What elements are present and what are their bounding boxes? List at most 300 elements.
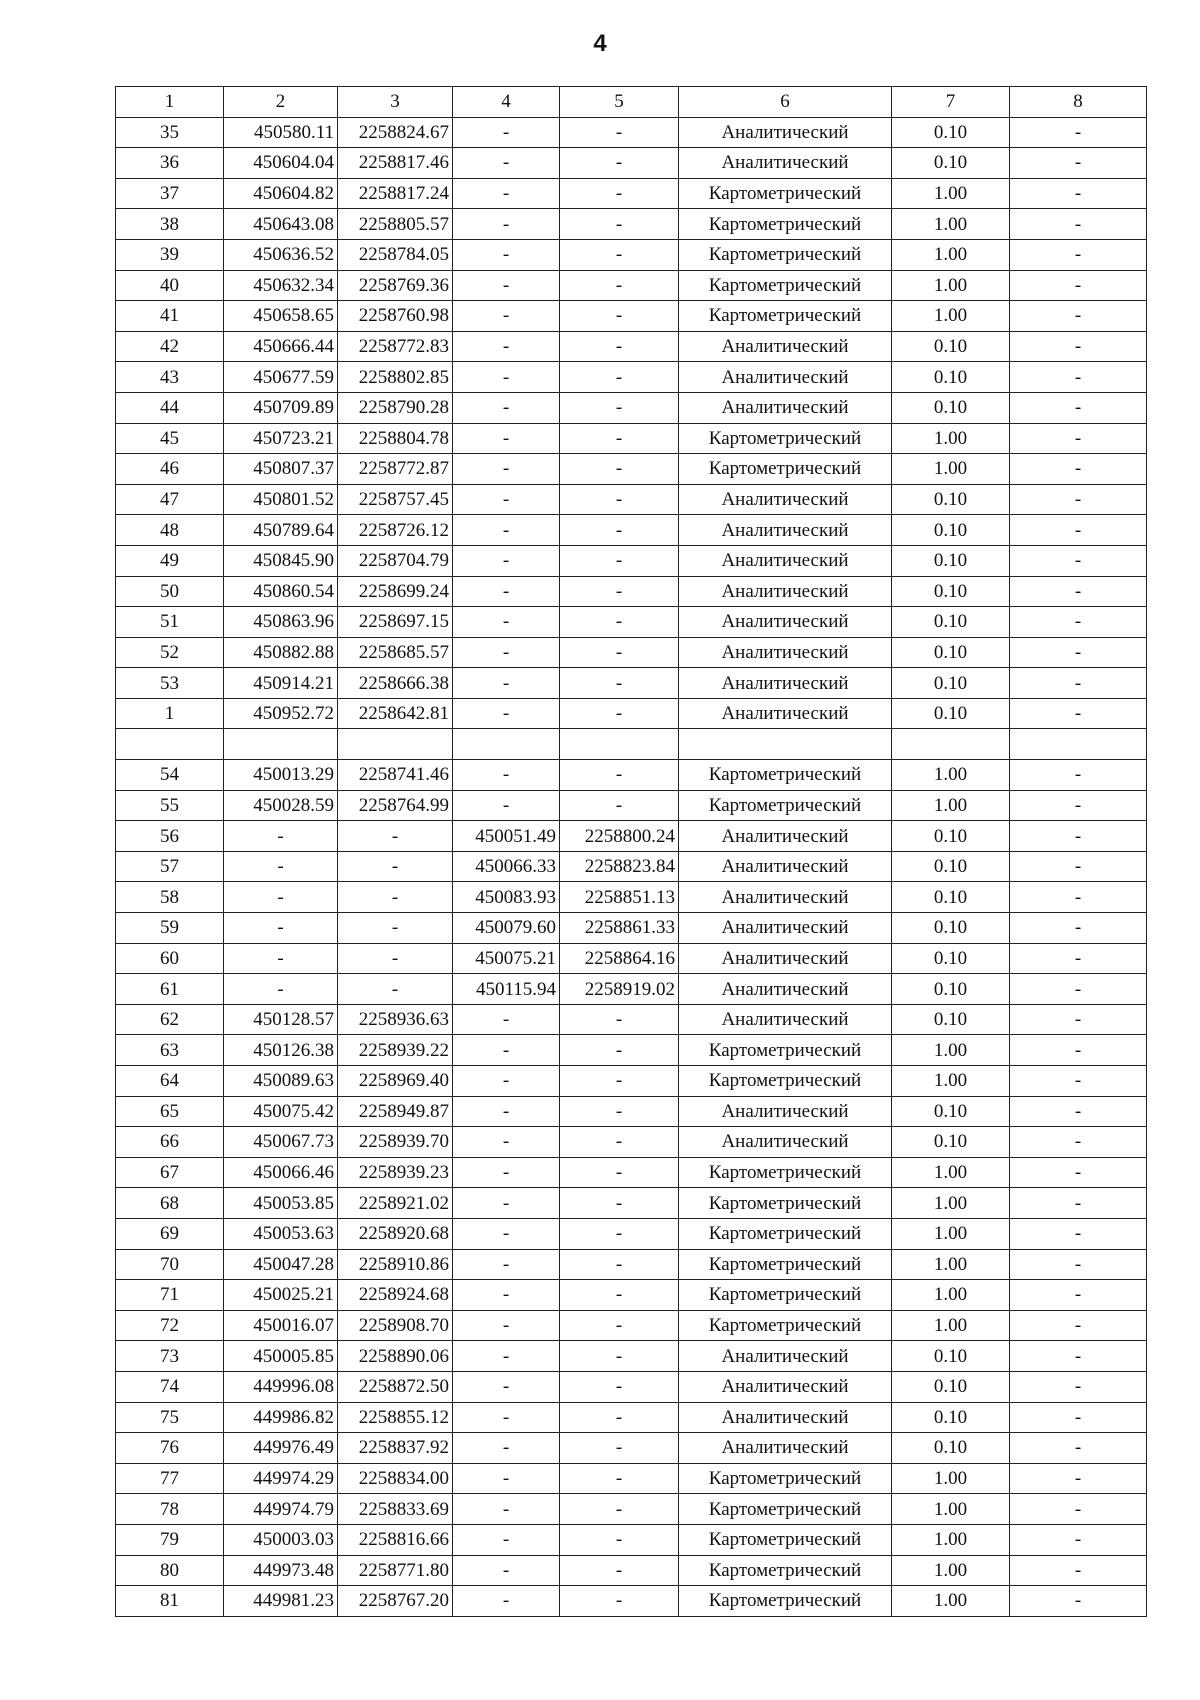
- y-coordinate-cell: 2258920.68: [338, 1218, 453, 1249]
- x-coordinate-cell: 450666.44: [224, 331, 338, 362]
- x-coordinate-alt-cell: 450083.93: [453, 882, 560, 913]
- y-coordinate-alt-cell: -: [560, 423, 679, 454]
- method-cell: Аналитический: [679, 484, 892, 515]
- column-header: 3: [338, 87, 453, 118]
- y-coordinate-alt-cell: -: [560, 1371, 679, 1402]
- x-coordinate-cell: -: [224, 943, 338, 974]
- x-coordinate-alt-cell: -: [453, 1494, 560, 1525]
- y-coordinate-alt-cell: -: [560, 1586, 679, 1617]
- x-coordinate-cell: 450128.57: [224, 1004, 338, 1035]
- accuracy-cell: 0.10: [892, 392, 1010, 423]
- point-number-cell: 56: [116, 821, 224, 852]
- accuracy-cell: 0.10: [892, 484, 1010, 515]
- y-coordinate-alt-cell: -: [560, 607, 679, 638]
- note-cell: -: [1010, 1341, 1147, 1372]
- y-coordinate-cell: 2258890.06: [338, 1341, 453, 1372]
- y-coordinate-cell: 2258805.57: [338, 209, 453, 240]
- table-row: [116, 607, 1147, 638]
- x-coordinate-cell: 450013.29: [224, 760, 338, 791]
- point-number-cell: 47: [116, 484, 224, 515]
- x-coordinate-alt-cell: -: [453, 1004, 560, 1035]
- point-number-cell: 62: [116, 1004, 224, 1035]
- y-coordinate-alt-cell: -: [560, 1402, 679, 1433]
- method-cell: Аналитический: [679, 362, 892, 393]
- x-coordinate-alt-cell: -: [453, 1586, 560, 1617]
- point-number-cell: 53: [116, 668, 224, 699]
- method-cell: Картометрический: [679, 1249, 892, 1280]
- x-coordinate-cell: 450075.42: [224, 1096, 338, 1127]
- accuracy-cell: 1.00: [892, 1188, 1010, 1219]
- y-coordinate-cell: 2258817.46: [338, 148, 453, 179]
- point-number-cell: 78: [116, 1494, 224, 1525]
- table-body: [116, 117, 1147, 1616]
- y-coordinate-alt-cell: -: [560, 1433, 679, 1464]
- point-number-cell: 48: [116, 515, 224, 546]
- accuracy-cell: 0.10: [892, 148, 1010, 179]
- x-coordinate-alt-cell: -: [453, 1066, 560, 1097]
- y-coordinate-alt-cell: -: [560, 1249, 679, 1280]
- y-coordinate-cell: 2258833.69: [338, 1494, 453, 1525]
- table-row: [116, 882, 1147, 913]
- table-row: [116, 1433, 1147, 1464]
- accuracy-cell: 1.00: [892, 1066, 1010, 1097]
- note-cell: -: [1010, 943, 1147, 974]
- x-coordinate-alt-cell: -: [453, 515, 560, 546]
- point-number-cell: 55: [116, 790, 224, 821]
- accuracy-cell: 1.00: [892, 760, 1010, 791]
- note-cell: -: [1010, 148, 1147, 179]
- table-row: [116, 1524, 1147, 1555]
- method-cell: Аналитический: [679, 882, 892, 913]
- x-coordinate-alt-cell: -: [453, 698, 560, 729]
- y-coordinate-alt-cell: -: [560, 1218, 679, 1249]
- point-number-cell: 75: [116, 1402, 224, 1433]
- y-coordinate-cell: -: [338, 882, 453, 913]
- method-cell: Картометрический: [679, 1035, 892, 1066]
- x-coordinate-cell: 450003.03: [224, 1524, 338, 1555]
- note-cell: -: [1010, 607, 1147, 638]
- method-cell: Аналитический: [679, 821, 892, 852]
- x-coordinate-alt-cell: -: [453, 484, 560, 515]
- x-coordinate-cell: 450914.21: [224, 668, 338, 699]
- note-cell: -: [1010, 1586, 1147, 1617]
- table-row: [116, 1249, 1147, 1280]
- note-cell: -: [1010, 1035, 1147, 1066]
- method-cell: Аналитический: [679, 1127, 892, 1158]
- note-cell: -: [1010, 1157, 1147, 1188]
- y-coordinate-cell: 2258760.98: [338, 301, 453, 332]
- y-coordinate-alt-cell: -: [560, 1280, 679, 1311]
- note-cell: -: [1010, 239, 1147, 270]
- method-cell: Картометрический: [679, 760, 892, 791]
- x-coordinate-cell: 450580.11: [224, 117, 338, 148]
- table-row: [116, 1188, 1147, 1219]
- y-coordinate-cell: 2258767.20: [338, 1586, 453, 1617]
- y-coordinate-cell: 2258726.12: [338, 515, 453, 546]
- note-cell: -: [1010, 1280, 1147, 1311]
- method-cell: Аналитический: [679, 576, 892, 607]
- point-number-cell: 66: [116, 1127, 224, 1158]
- x-coordinate-alt-cell: -: [453, 239, 560, 270]
- y-coordinate-cell: 2258685.57: [338, 637, 453, 668]
- note-cell: -: [1010, 1310, 1147, 1341]
- y-coordinate-alt-cell: -: [560, 1035, 679, 1066]
- point-number-cell: 37: [116, 178, 224, 209]
- point-number-cell: 73: [116, 1341, 224, 1372]
- x-coordinate-alt-cell: -: [453, 301, 560, 332]
- y-coordinate-alt-cell: -: [560, 362, 679, 393]
- x-coordinate-cell: 450845.90: [224, 545, 338, 576]
- x-coordinate-alt-cell: -: [453, 1218, 560, 1249]
- table-row: [116, 913, 1147, 944]
- table-row: [116, 1402, 1147, 1433]
- point-number-cell: 60: [116, 943, 224, 974]
- table-row: [116, 1586, 1147, 1617]
- point-number-cell: 79: [116, 1524, 224, 1555]
- x-coordinate-cell: -: [224, 821, 338, 852]
- y-coordinate-alt-cell: -: [560, 1341, 679, 1372]
- note-cell: -: [1010, 1249, 1147, 1280]
- note-cell: -: [1010, 515, 1147, 546]
- point-number-cell: 65: [116, 1096, 224, 1127]
- method-cell: Аналитический: [679, 1341, 892, 1372]
- table-row: [116, 209, 1147, 240]
- note-cell: -: [1010, 331, 1147, 362]
- x-coordinate-alt-cell: -: [453, 1096, 560, 1127]
- accuracy-cell: 0.10: [892, 913, 1010, 944]
- x-coordinate-cell: 450053.85: [224, 1188, 338, 1219]
- y-coordinate-cell: 2258872.50: [338, 1371, 453, 1402]
- x-coordinate-alt-cell: -: [453, 331, 560, 362]
- y-coordinate-cell: 2258939.23: [338, 1157, 453, 1188]
- method-cell: Аналитический: [679, 607, 892, 638]
- table-row: [116, 637, 1147, 668]
- y-coordinate-alt-cell: -: [560, 698, 679, 729]
- table-row: [116, 1463, 1147, 1494]
- method-cell: Аналитический: [679, 1433, 892, 1464]
- x-coordinate-alt-cell: -: [453, 637, 560, 668]
- x-coordinate-cell: 450604.82: [224, 178, 338, 209]
- method-cell: Аналитический: [679, 1096, 892, 1127]
- accuracy-cell: 0.10: [892, 607, 1010, 638]
- point-number-cell: 52: [116, 637, 224, 668]
- table-row: [116, 1035, 1147, 1066]
- note-cell: -: [1010, 821, 1147, 852]
- point-number-cell: 70: [116, 1249, 224, 1280]
- note-cell: [1010, 729, 1147, 760]
- note-cell: -: [1010, 576, 1147, 607]
- accuracy-cell: 0.10: [892, 1096, 1010, 1127]
- column-header: 8: [1010, 87, 1147, 118]
- accuracy-cell: 0.10: [892, 943, 1010, 974]
- point-number-cell: 49: [116, 545, 224, 576]
- table-row: [116, 1157, 1147, 1188]
- x-coordinate-cell: 449974.29: [224, 1463, 338, 1494]
- table-row: [116, 178, 1147, 209]
- method-cell: Картометрический: [679, 454, 892, 485]
- table-row: [116, 1341, 1147, 1372]
- x-coordinate-alt-cell: -: [453, 1310, 560, 1341]
- accuracy-cell: 1.00: [892, 239, 1010, 270]
- accuracy-cell: 1.00: [892, 1310, 1010, 1341]
- x-coordinate-alt-cell: -: [453, 117, 560, 148]
- method-cell: Аналитический: [679, 515, 892, 546]
- point-number-cell: 1: [116, 698, 224, 729]
- point-number-cell: 46: [116, 454, 224, 485]
- y-coordinate-alt-cell: -: [560, 1127, 679, 1158]
- method-cell: Картометрический: [679, 301, 892, 332]
- accuracy-cell: 1.00: [892, 1218, 1010, 1249]
- note-cell: -: [1010, 1066, 1147, 1097]
- note-cell: -: [1010, 1218, 1147, 1249]
- accuracy-cell: 1.00: [892, 1494, 1010, 1525]
- table-row: [116, 362, 1147, 393]
- x-coordinate-alt-cell: 450115.94: [453, 974, 560, 1005]
- x-coordinate-alt-cell: -: [453, 1341, 560, 1372]
- note-cell: -: [1010, 1555, 1147, 1586]
- x-coordinate-alt-cell: -: [453, 392, 560, 423]
- y-coordinate-cell: 2258772.87: [338, 454, 453, 485]
- x-coordinate-cell: 450025.21: [224, 1280, 338, 1311]
- y-coordinate-alt-cell: -: [560, 270, 679, 301]
- y-coordinate-cell: 2258824.67: [338, 117, 453, 148]
- x-coordinate-cell: 450016.07: [224, 1310, 338, 1341]
- x-coordinate-alt-cell: -: [453, 790, 560, 821]
- table-row: [116, 576, 1147, 607]
- y-coordinate-alt-cell: -: [560, 637, 679, 668]
- method-cell: Картометрический: [679, 1494, 892, 1525]
- accuracy-cell: 1.00: [892, 423, 1010, 454]
- y-coordinate-cell: 2258936.63: [338, 1004, 453, 1035]
- accuracy-cell: 0.10: [892, 974, 1010, 1005]
- x-coordinate-cell: 450882.88: [224, 637, 338, 668]
- y-coordinate-cell: 2258784.05: [338, 239, 453, 270]
- x-coordinate-cell: 450089.63: [224, 1066, 338, 1097]
- method-cell: Аналитический: [679, 974, 892, 1005]
- table-row: [116, 1004, 1147, 1035]
- note-cell: -: [1010, 668, 1147, 699]
- table-row: [116, 515, 1147, 546]
- y-coordinate-cell: -: [338, 943, 453, 974]
- method-cell: Картометрический: [679, 270, 892, 301]
- note-cell: -: [1010, 913, 1147, 944]
- y-coordinate-alt-cell: 2258800.24: [560, 821, 679, 852]
- point-number-cell: 58: [116, 882, 224, 913]
- note-cell: -: [1010, 178, 1147, 209]
- accuracy-cell: 1.00: [892, 1524, 1010, 1555]
- note-cell: -: [1010, 882, 1147, 913]
- note-cell: -: [1010, 1188, 1147, 1219]
- point-number-cell: 45: [116, 423, 224, 454]
- note-cell: -: [1010, 1371, 1147, 1402]
- point-number-cell: 63: [116, 1035, 224, 1066]
- point-number-cell: 36: [116, 148, 224, 179]
- method-cell: Картометрический: [679, 1157, 892, 1188]
- x-coordinate-cell: 450863.96: [224, 607, 338, 638]
- accuracy-cell: 0.10: [892, 1371, 1010, 1402]
- y-coordinate-alt-cell: -: [560, 1463, 679, 1494]
- table-row: [116, 423, 1147, 454]
- note-cell: -: [1010, 698, 1147, 729]
- accuracy-cell: 1.00: [892, 1035, 1010, 1066]
- point-number-cell: 50: [116, 576, 224, 607]
- x-coordinate-alt-cell: -: [453, 607, 560, 638]
- y-coordinate-cell: 2258699.24: [338, 576, 453, 607]
- point-number-cell: 67: [116, 1157, 224, 1188]
- accuracy-cell: 1.00: [892, 1249, 1010, 1280]
- x-coordinate-alt-cell: -: [453, 1157, 560, 1188]
- accuracy-cell: 1.00: [892, 1157, 1010, 1188]
- x-coordinate-cell: [224, 729, 338, 760]
- point-number-cell: 81: [116, 1586, 224, 1617]
- column-header: 1: [116, 87, 224, 118]
- x-coordinate-cell: 450632.34: [224, 270, 338, 301]
- table-row: [116, 301, 1147, 332]
- method-cell: Аналитический: [679, 851, 892, 882]
- x-coordinate-alt-cell: -: [453, 148, 560, 179]
- note-cell: -: [1010, 392, 1147, 423]
- y-coordinate-cell: 2258772.83: [338, 331, 453, 362]
- y-coordinate-alt-cell: -: [560, 209, 679, 240]
- method-cell: Аналитический: [679, 392, 892, 423]
- table-row: [116, 668, 1147, 699]
- y-coordinate-alt-cell: -: [560, 454, 679, 485]
- y-coordinate-alt-cell: -: [560, 1188, 679, 1219]
- y-coordinate-cell: 2258804.78: [338, 423, 453, 454]
- method-cell: Аналитический: [679, 637, 892, 668]
- point-number-cell: 71: [116, 1280, 224, 1311]
- x-coordinate-alt-cell: -: [453, 1127, 560, 1158]
- page-number: 4: [593, 30, 607, 57]
- table-row: [116, 117, 1147, 148]
- column-header: 2: [224, 87, 338, 118]
- note-cell: -: [1010, 209, 1147, 240]
- note-cell: -: [1010, 423, 1147, 454]
- y-coordinate-alt-cell: 2258861.33: [560, 913, 679, 944]
- y-coordinate-alt-cell: -: [560, 1157, 679, 1188]
- table-row: [116, 545, 1147, 576]
- x-coordinate-cell: 449974.79: [224, 1494, 338, 1525]
- accuracy-cell: 1.00: [892, 178, 1010, 209]
- y-coordinate-cell: -: [338, 913, 453, 944]
- y-coordinate-cell: 2258816.66: [338, 1524, 453, 1555]
- x-coordinate-alt-cell: -: [453, 1371, 560, 1402]
- accuracy-cell: 1.00: [892, 454, 1010, 485]
- accuracy-cell: 0.10: [892, 1402, 1010, 1433]
- accuracy-cell: 0.10: [892, 1341, 1010, 1372]
- method-cell: Аналитический: [679, 698, 892, 729]
- x-coordinate-alt-cell: 450051.49: [453, 821, 560, 852]
- table-row: [116, 851, 1147, 882]
- x-coordinate-cell: 450005.85: [224, 1341, 338, 1372]
- point-number-cell: 59: [116, 913, 224, 944]
- method-cell: Аналитический: [679, 943, 892, 974]
- x-coordinate-alt-cell: -: [453, 1463, 560, 1494]
- method-cell: Картометрический: [679, 1586, 892, 1617]
- x-coordinate-cell: 450952.72: [224, 698, 338, 729]
- y-coordinate-alt-cell: -: [560, 178, 679, 209]
- point-number-cell: 38: [116, 209, 224, 240]
- y-coordinate-cell: -: [338, 821, 453, 852]
- x-coordinate-cell: 450053.63: [224, 1218, 338, 1249]
- table-row: [116, 1555, 1147, 1586]
- y-coordinate-cell: [338, 729, 453, 760]
- y-coordinate-cell: 2258757.45: [338, 484, 453, 515]
- x-coordinate-cell: -: [224, 851, 338, 882]
- accuracy-cell: 0.10: [892, 515, 1010, 546]
- x-coordinate-alt-cell: -: [453, 178, 560, 209]
- y-coordinate-cell: 2258764.99: [338, 790, 453, 821]
- y-coordinate-cell: -: [338, 851, 453, 882]
- y-coordinate-alt-cell: -: [560, 1066, 679, 1097]
- column-header: 5: [560, 87, 679, 118]
- x-coordinate-cell: 450807.37: [224, 454, 338, 485]
- y-coordinate-alt-cell: -: [560, 790, 679, 821]
- point-number-cell: 54: [116, 760, 224, 791]
- table-row: [116, 790, 1147, 821]
- table-row: [116, 1066, 1147, 1097]
- note-cell: -: [1010, 851, 1147, 882]
- accuracy-cell: 0.10: [892, 851, 1010, 882]
- x-coordinate-cell: 450047.28: [224, 1249, 338, 1280]
- point-number-cell: 57: [116, 851, 224, 882]
- method-cell: Картометрический: [679, 1218, 892, 1249]
- accuracy-cell: 0.10: [892, 362, 1010, 393]
- note-cell: -: [1010, 1402, 1147, 1433]
- y-coordinate-cell: 2258697.15: [338, 607, 453, 638]
- table-row: [116, 729, 1147, 760]
- x-coordinate-cell: 450028.59: [224, 790, 338, 821]
- y-coordinate-cell: 2258908.70: [338, 1310, 453, 1341]
- x-coordinate-alt-cell: -: [453, 362, 560, 393]
- point-number-cell: 42: [116, 331, 224, 362]
- accuracy-cell: 0.10: [892, 637, 1010, 668]
- table-row: [116, 1127, 1147, 1158]
- x-coordinate-alt-cell: -: [453, 1402, 560, 1433]
- table-row: [116, 1280, 1147, 1311]
- x-coordinate-alt-cell: -: [453, 1035, 560, 1066]
- note-cell: -: [1010, 362, 1147, 393]
- table-row: [116, 760, 1147, 791]
- y-coordinate-alt-cell: 2258851.13: [560, 882, 679, 913]
- note-cell: -: [1010, 545, 1147, 576]
- y-coordinate-cell: 2258769.36: [338, 270, 453, 301]
- note-cell: -: [1010, 760, 1147, 791]
- y-coordinate-cell: 2258921.02: [338, 1188, 453, 1219]
- x-coordinate-alt-cell: -: [453, 209, 560, 240]
- x-coordinate-alt-cell: -: [453, 1249, 560, 1280]
- note-cell: -: [1010, 1433, 1147, 1464]
- point-number-cell: 41: [116, 301, 224, 332]
- y-coordinate-alt-cell: 2258864.16: [560, 943, 679, 974]
- y-coordinate-alt-cell: [560, 729, 679, 760]
- point-number-cell: 74: [116, 1371, 224, 1402]
- y-coordinate-alt-cell: -: [560, 484, 679, 515]
- x-coordinate-alt-cell: -: [453, 454, 560, 485]
- column-header: 4: [453, 87, 560, 118]
- method-cell: Аналитический: [679, 148, 892, 179]
- y-coordinate-cell: 2258910.86: [338, 1249, 453, 1280]
- x-coordinate-cell: 449973.48: [224, 1555, 338, 1586]
- method-cell: Картометрический: [679, 423, 892, 454]
- y-coordinate-cell: 2258939.22: [338, 1035, 453, 1066]
- point-number-cell: 39: [116, 239, 224, 270]
- x-coordinate-alt-cell: 450075.21: [453, 943, 560, 974]
- note-cell: -: [1010, 1004, 1147, 1035]
- accuracy-cell: 0.10: [892, 668, 1010, 699]
- y-coordinate-cell: 2258924.68: [338, 1280, 453, 1311]
- y-coordinate-cell: 2258790.28: [338, 392, 453, 423]
